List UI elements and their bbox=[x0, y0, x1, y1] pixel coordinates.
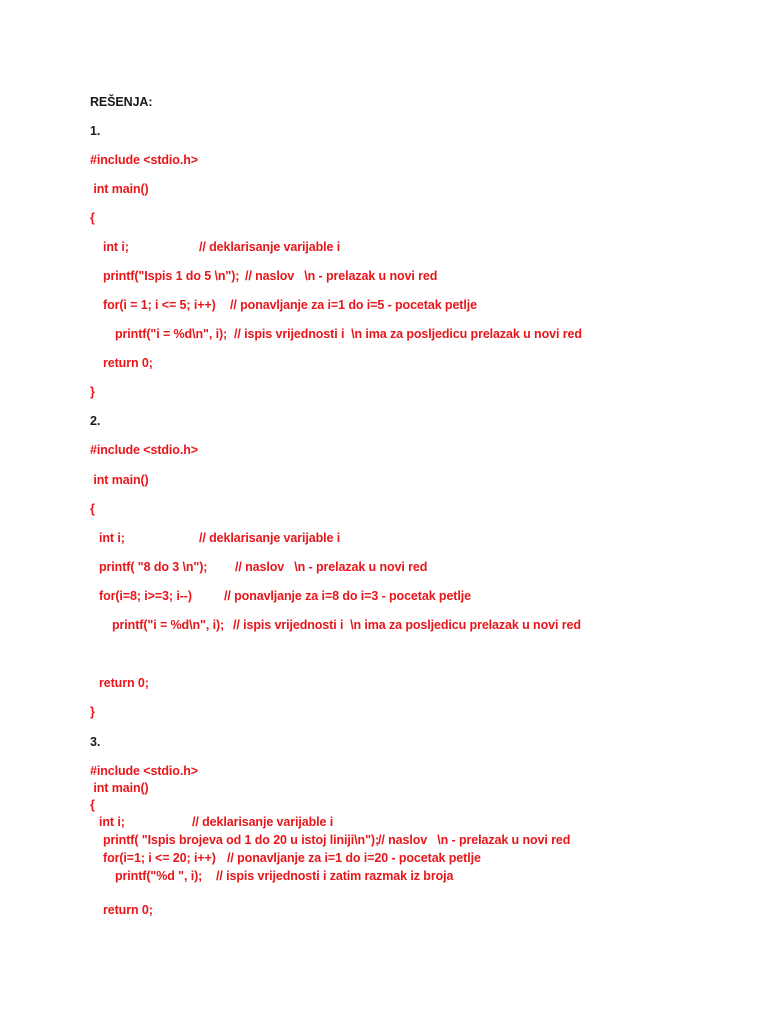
code-line: int main() bbox=[90, 781, 149, 795]
code-line: printf( "8 do 3 \n"); bbox=[99, 560, 208, 574]
code-line: printf( "Ispis brojeva od 1 do 20 u istoj liniji\n"); bbox=[103, 833, 380, 847]
code-line: #include <stdio.h> bbox=[90, 443, 198, 457]
code-line: int main() bbox=[90, 182, 149, 196]
code-line: printf("%d ", i); bbox=[115, 869, 203, 883]
code-line: int i; bbox=[99, 531, 125, 545]
code-line: int i; bbox=[103, 240, 129, 254]
code-comment: // ispis vrijednosti i \n ima za posljedicu prelazak u novi red bbox=[234, 327, 582, 341]
code-comment: // naslov \n - prelazak u novi red bbox=[378, 833, 571, 847]
code-comment: // deklarisanje varijable i bbox=[199, 531, 341, 545]
section-number-2: 2. bbox=[90, 414, 101, 428]
code-line: } bbox=[90, 385, 95, 399]
code-line: int main() bbox=[90, 473, 149, 487]
section-number-3: 3. bbox=[90, 735, 101, 749]
code-comment: // naslov \n - prelazak u novi red bbox=[245, 269, 438, 283]
code-comment: // ispis vrijednosti i \n ima za posljedicu prelazak u novi red bbox=[233, 618, 581, 632]
code-line: printf("i = %d\n", i); bbox=[115, 327, 228, 341]
code-line: return 0; bbox=[99, 676, 149, 690]
code-line: return 0; bbox=[103, 356, 153, 370]
code-line: for(i=8; i>=3; i--) bbox=[99, 589, 192, 603]
code-line: { bbox=[90, 798, 95, 812]
code-comment: // naslov \n - prelazak u novi red bbox=[235, 560, 428, 574]
code-line: return 0; bbox=[103, 903, 153, 917]
code-line: for(i = 1; i <= 5; i++) bbox=[103, 298, 216, 312]
code-comment: // deklarisanje varijable i bbox=[192, 815, 334, 829]
code-line: } bbox=[90, 705, 95, 719]
code-comment: // deklarisanje varijable i bbox=[199, 240, 341, 254]
code-line: for(i=1; i <= 20; i++) bbox=[103, 851, 216, 865]
code-line: #include <stdio.h> bbox=[90, 153, 198, 167]
code-comment: // ponavljanje za i=8 do i=3 - pocetak petlje bbox=[224, 589, 471, 603]
section-number-1: 1. bbox=[90, 124, 101, 138]
code-line: printf("i = %d\n", i); bbox=[112, 618, 225, 632]
code-line: int i; bbox=[99, 815, 125, 829]
code-line: #include <stdio.h> bbox=[90, 764, 198, 778]
code-line: { bbox=[90, 211, 95, 225]
code-line: printf("Ispis 1 do 5 \n"); bbox=[103, 269, 240, 283]
code-comment: // ponavljanje za i=1 do i=5 - pocetak petlje bbox=[230, 298, 477, 312]
code-comment: // ponavljanje za i=1 do i=20 - pocetak petlje bbox=[227, 851, 481, 865]
code-line: { bbox=[90, 502, 95, 516]
document-heading: REŠENJA: bbox=[90, 95, 153, 109]
code-comment: // ispis vrijednosti i zatim razmak iz broja bbox=[216, 869, 454, 883]
